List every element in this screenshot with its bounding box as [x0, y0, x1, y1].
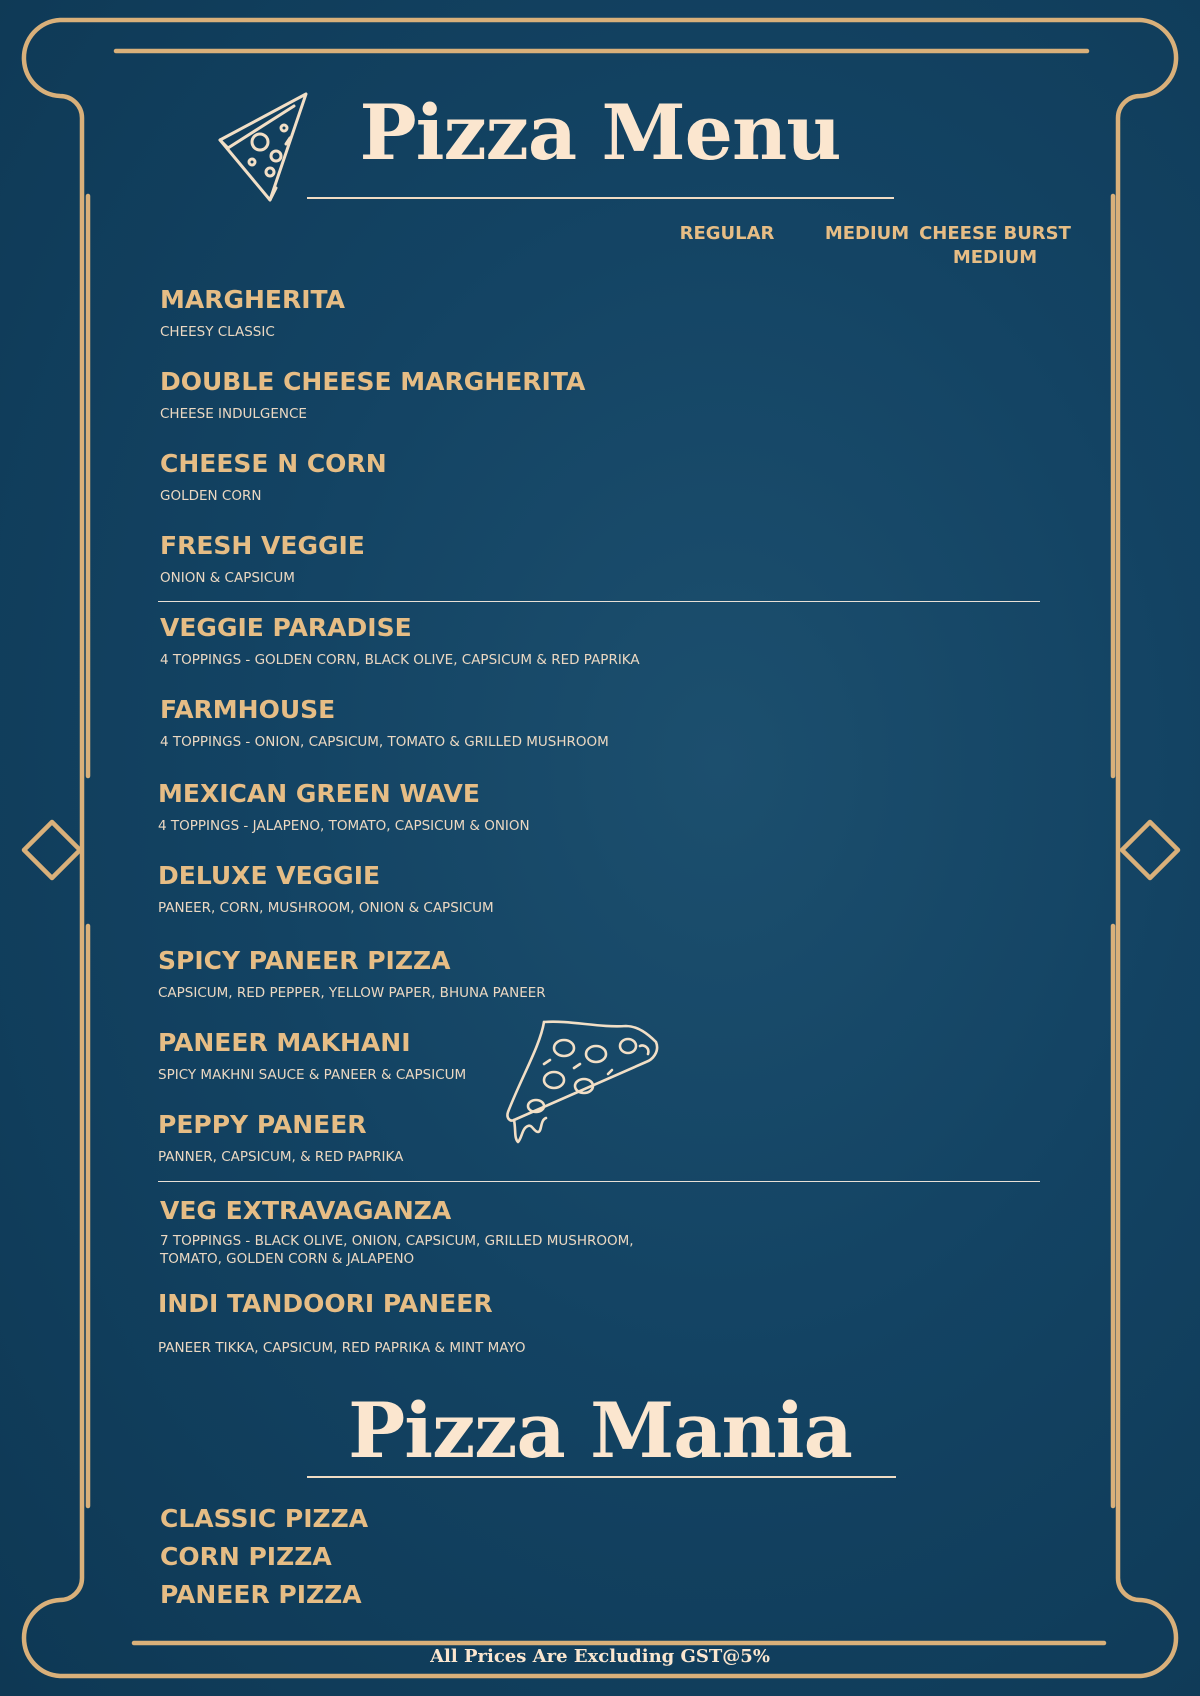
menu-item — [160, 285, 940, 341]
menu-item-name: CHEESE N CORN — [160, 449, 387, 478]
menu-item-desc: CHEESE INDULGENCE — [160, 406, 307, 422]
mania-item: PANEER PIZZA — [160, 1580, 362, 1609]
menu-item-name: PANEER MAKHANI — [158, 1028, 411, 1057]
menu-item-desc: SPICY MAKHNI SAUCE & PANEER & CAPSICUM — [158, 1067, 467, 1083]
menu-item-name: INDI TANDOORI PANEER — [158, 1289, 493, 1318]
menu-item-name: FARMHOUSE — [160, 695, 336, 724]
footer-note: All Prices Are Excluding GST@5% — [430, 1646, 770, 1667]
menu-item-desc: 4 TOPPINGS - JALAPENO, TOMATO, CAPSICUM & ONION — [158, 818, 530, 834]
menu-item — [160, 449, 940, 505]
menu-item-desc: 7 TOPPINGS - BLACK OLIVE, ONION, CAPSICUM, GRILLED MUSHROOM, — [160, 1233, 634, 1249]
menu-item-name: SPICY PANEER PIZZA — [158, 946, 451, 975]
menu-item-desc: CHEESY CLASSIC — [160, 324, 275, 340]
mania-title-divider — [307, 1476, 896, 1478]
menu-item — [160, 695, 940, 751]
pizza-slice-pepperoni-icon — [500, 1016, 666, 1146]
section-divider — [158, 601, 1040, 602]
menu-item-name: MARGHERITA — [160, 285, 346, 314]
menu-item — [158, 1289, 938, 1357]
menu-item-desc: 4 TOPPINGS - ONION, CAPSICUM, TOMATO & GRILLED MUSHROOM — [160, 734, 609, 750]
mania-item: CORN PIZZA — [160, 1542, 332, 1571]
menu-item-name: VEGGIE PARADISE — [160, 613, 412, 642]
menu-item-name: DELUXE VEGGIE — [158, 861, 381, 890]
pizza-slice-icon — [214, 88, 330, 206]
menu-item — [158, 946, 938, 1002]
column-cheese-burst-line1: CHEESE BURST — [919, 223, 1071, 244]
menu-item-name: MEXICAN GREEN WAVE — [158, 779, 480, 808]
menu-item-desc: CAPSICUM, RED PEPPER, YELLOW PAPER, BHUNA PANEER — [158, 985, 546, 1001]
section-divider — [158, 1181, 1040, 1182]
menu-item-desc: PANNER, CAPSICUM, & RED PAPRIKA — [158, 1149, 404, 1165]
menu-item-name: VEG EXTRAVAGANZA — [160, 1196, 452, 1225]
column-regular: REGULAR — [679, 223, 775, 244]
menu-item-desc: 4 TOPPINGS - GOLDEN CORN, BLACK OLIVE, CAPSICUM & RED PAPRIKA — [160, 652, 640, 668]
menu-item-name: DOUBLE CHEESE MARGHERITA — [160, 367, 586, 396]
column-medium: MEDIUM — [824, 223, 910, 244]
menu-item-desc: ONION & CAPSICUM — [160, 570, 295, 586]
menu-item — [160, 1196, 940, 1268]
menu-item-desc: PANEER, CORN, MUSHROOM, ONION & CAPSICUM — [158, 900, 494, 916]
menu-item — [160, 531, 940, 587]
menu-item-name: FRESH VEGGIE — [160, 531, 365, 560]
menu-item-desc: PANEER TIKKA, CAPSICUM, RED PAPRIKA & MINT MAYO — [158, 1340, 526, 1356]
menu-item-name: PEPPY PANEER — [158, 1110, 367, 1139]
menu-item-desc-continued: TOMATO, GOLDEN CORN & JALAPENO — [160, 1251, 415, 1267]
column-cheese-burst — [916, 222, 1074, 270]
menu-item-desc: GOLDEN CORN — [160, 488, 262, 504]
menu-item — [160, 367, 940, 423]
menu-item — [158, 861, 938, 917]
menu-item — [158, 779, 938, 835]
pizza-mania-title: Pizza Mania — [348, 1386, 852, 1475]
mania-item: CLASSIC PIZZA — [160, 1504, 369, 1533]
menu-title: Pizza Menu — [359, 88, 841, 177]
column-cheese-burst-line2: MEDIUM — [952, 247, 1038, 268]
menu-item — [160, 613, 940, 669]
title-divider — [307, 197, 894, 199]
